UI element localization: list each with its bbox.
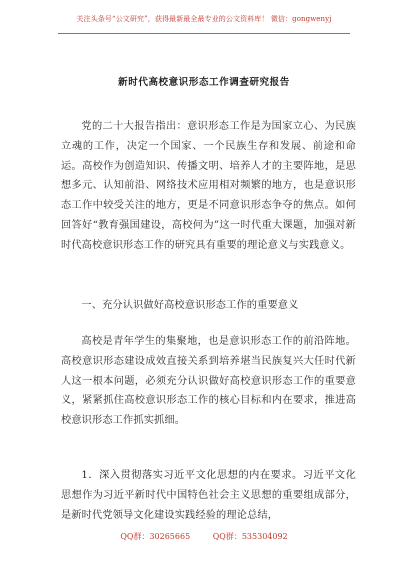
footer-contact bbox=[0, 531, 408, 542]
paragraph-intro: 党的二十大报告指出：意识形态工作是为国家立心、为民族立魂的工作，决定一个国家、一个民族生存和发展、前途和命运。高校作为创造知识、传播文明、培养人才的主要阵地，是思想多元、认知前沿、网络技术应用相对频繁的地方，也是意识形态工作中较受关注的地方，更是不同意识形态争夺的焦点。如何回答好“教育强国建设，高校何为”这一时代重大课题，加强对新时代高校意识形态工作的研究具有重要的理论意义与实践意义。 bbox=[61, 121, 356, 251]
document-title: 新时代高校意识形态工作调查研究报告 bbox=[118, 77, 290, 88]
footer-qq-group-2: QQ群：535304092 bbox=[212, 532, 288, 541]
header-divider bbox=[58, 33, 350, 34]
header-promo-note: 关注头条号“公文研究”，获得最新最全最专业的公文资料库！ 微信：gongwenyj bbox=[76, 15, 332, 23]
paragraph-point-1: 1．深入贯彻落实习近平文化思想的内在要求。习近平文化思想作为习近平新时代中国特色社会主义思想的重要组成部分，是新时代党领导文化建设实践经验的理论总结， bbox=[61, 470, 356, 521]
section-heading: 一、充分认识做好高校意识形态工作的重要意义 bbox=[81, 300, 299, 311]
paragraph-section-body: 高校是青年学生的集聚地，也是意识形态工作的前沿阵地。高校意识形态建设成效直接关系到培养堪当民族复兴大任时代新人这一根本问题，必须充分认识做好高校意识形态工作的重要意义，紧紧抓住高校意识形态工作的核心目标和内在要求，推进高校意识形态工作抓实抓细。 bbox=[61, 336, 356, 427]
footer-qq-group-1: QQ群：30265665 bbox=[120, 532, 191, 541]
